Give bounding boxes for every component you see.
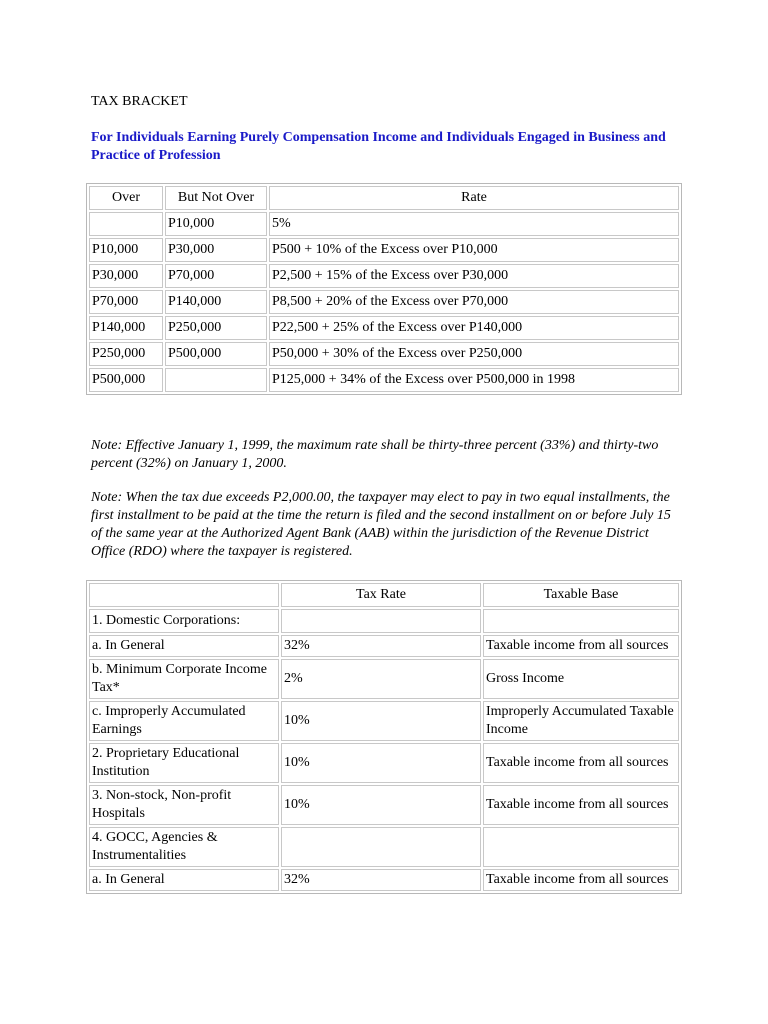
column-header: Taxable Base (483, 583, 679, 607)
table-cell: P250,000 (165, 316, 267, 340)
table-cell: P22,500 + 25% of the Excess over P140,000 (269, 316, 679, 340)
table-cell: 1. Domestic Corporations: (89, 609, 279, 633)
column-header: Over (89, 186, 163, 210)
table-cell: P500 + 10% of the Excess over P10,000 (269, 238, 679, 262)
table-cell: Taxable income from all sources (483, 869, 679, 891)
table-cell (483, 609, 679, 633)
table-cell: P140,000 (165, 290, 267, 314)
table-cell: c. Improperly Accumulated Earnings (89, 701, 279, 741)
table-cell (89, 212, 163, 236)
page-title: TAX BRACKET (91, 94, 188, 109)
table-row (89, 342, 679, 366)
table-cell: P250,000 (89, 342, 163, 366)
table-cell: b. Minimum Corporate Income Tax* (89, 659, 279, 699)
table-cell: P125,000 + 34% of the Excess over P500,000 in 1998 (269, 368, 679, 392)
table-cell: 32% (281, 635, 481, 657)
table-cell (483, 827, 679, 867)
column-header (89, 583, 279, 607)
table-row (89, 635, 679, 657)
table-cell: P50,000 + 30% of the Excess over P250,000 (269, 342, 679, 366)
table-cell (281, 609, 481, 633)
table-cell: Improperly Accumulated Taxable Income (483, 701, 679, 741)
table-cell: Taxable income from all sources (483, 785, 679, 825)
table-header-row (89, 583, 679, 607)
table-cell: P500,000 (165, 342, 267, 366)
table-cell: P70,000 (165, 264, 267, 288)
table-cell: P2,500 + 15% of the Excess over P30,000 (269, 264, 679, 288)
column-header: Rate (269, 186, 679, 210)
table-row (89, 785, 679, 825)
table-cell (165, 368, 267, 392)
section-subtitle: For Individuals Earning Purely Compensation Income and Individuals Engaged in Business and Practice of Profession (91, 130, 666, 163)
note-effective-rate: Note: Effective January 1, 1999, the maximum rate shall be thirty-three percent (33%) and thirty-two percent (32%) on January 1, 2000. (91, 438, 659, 471)
table-cell: a. In General (89, 635, 279, 657)
tax-bracket-table (86, 183, 682, 395)
table-cell: P30,000 (165, 238, 267, 262)
table-cell: P30,000 (89, 264, 163, 288)
column-header: Tax Rate (281, 583, 481, 607)
table-row (89, 869, 679, 891)
table-cell: Taxable income from all sources (483, 635, 679, 657)
table-cell (281, 827, 481, 867)
table-cell: P500,000 (89, 368, 163, 392)
table-cell: P70,000 (89, 290, 163, 314)
table-row (89, 827, 679, 867)
table-row (89, 316, 679, 340)
table-cell: P10,000 (89, 238, 163, 262)
table-cell: 2% (281, 659, 481, 699)
note-installments: Note: When the tax due exceeds P2,000.00, the taxpayer may elect to pay in two equal installments, the first installment to be paid at the time the return is filed and the second installment on or before July 15 of the same year at the Authorized Agent Bank (AAB) within the jurisdiction of the Revenue District Office (RDO) where the taxpayer is registered. (91, 490, 671, 559)
table-row (89, 743, 679, 783)
table-cell: 10% (281, 785, 481, 825)
table-row (89, 290, 679, 314)
table-row (89, 701, 679, 741)
table-cell: 32% (281, 869, 481, 891)
table-cell: a. In General (89, 869, 279, 891)
table-cell: Taxable income from all sources (483, 743, 679, 783)
table-cell: P140,000 (89, 316, 163, 340)
table-cell: 4. GOCC, Agencies & Instrumentalities (89, 827, 279, 867)
table-cell: Gross Income (483, 659, 679, 699)
table-row (89, 238, 679, 262)
table-cell: P10,000 (165, 212, 267, 236)
table-row (89, 609, 679, 633)
column-header: But Not Over (165, 186, 267, 210)
table-cell: 10% (281, 743, 481, 783)
table-cell: 5% (269, 212, 679, 236)
table-cell: 3. Non-stock, Non-profit Hospitals (89, 785, 279, 825)
table-row (89, 368, 679, 392)
table-cell: 10% (281, 701, 481, 741)
table-row (89, 659, 679, 699)
table-cell: 2. Proprietary Educational Institution (89, 743, 279, 783)
table-row (89, 264, 679, 288)
table-header-row (89, 186, 679, 210)
table-cell: P8,500 + 20% of the Excess over P70,000 (269, 290, 679, 314)
table-row (89, 212, 679, 236)
corporate-tax-table (86, 580, 682, 894)
